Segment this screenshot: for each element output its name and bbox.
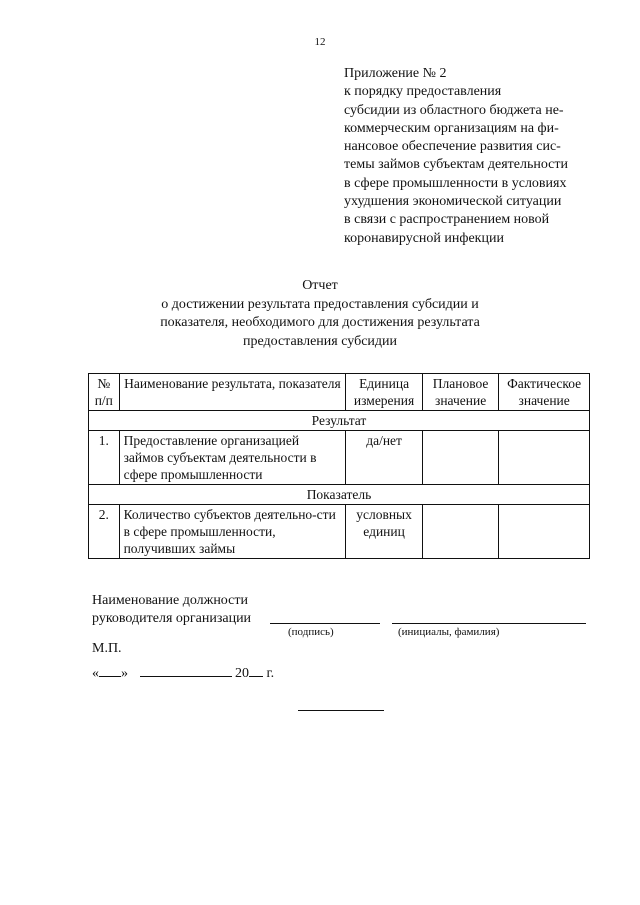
header-plan: Плановое значение [422,374,498,411]
row1-unit: да/нет [346,431,423,485]
report-title-line: предоставления субсидии [242,333,398,349]
header-name: Наименование результата, показателя [119,374,346,411]
row1-num: 1. [89,431,120,485]
row1-fact [499,431,590,485]
row2-plan [422,505,498,559]
table-row [89,431,590,485]
appendix-line: ухудшения экономической ситуации [344,194,562,210]
date-line [92,662,274,682]
row2-fact [499,505,590,559]
section-result-label: Результат [89,411,590,431]
position-label-line2: руководителя организации [92,611,252,626]
appendix-line: субсидии из областного бюджета не- [344,102,564,118]
section-indicator-label: Показатель [89,485,590,505]
appendix-line: коммерческим организациям на фи- [344,120,559,136]
appendix-line: к порядку предоставления [344,84,502,100]
appendix-line: коронавирусной инфекции [344,230,504,246]
table-row [89,505,590,559]
table-header-row [89,374,590,411]
row2-unit: условных единиц [346,505,423,559]
page-number: 12 [314,36,326,48]
appendix-line: нансовое обеспечение развития сис- [344,139,561,155]
appendix-note [344,65,594,248]
report-table [88,373,590,559]
signature-line [270,623,380,624]
report-title-line: показателя, необходимого для достижения результата [160,315,480,330]
section-result-row [89,411,590,431]
month-blank [140,662,232,677]
name-line [392,623,586,624]
row2-num: 2. [89,505,120,559]
appendix-line: темы займов субъектам деятельности [344,157,568,173]
year-suffix: г. [266,666,275,681]
appendix-line: в связи с распространением новой [344,212,550,228]
header-unit: Единица измерения [346,374,423,411]
stamp-label: М.П. [92,641,122,656]
report-title [60,277,580,351]
appendix-line: Приложение № 2 [344,66,447,81]
header-fact: Фактическое значение [499,374,590,411]
report-heading: Отчет [302,278,338,293]
year-prefix: 20 [235,666,249,681]
date-close-quote: » [121,666,128,681]
day-blank [99,662,121,677]
bottom-rule [298,710,384,711]
row1-name: Предоставление организацией займов субъектам деятельности в сфере промышленности [119,431,346,485]
date-open-quote: « [92,666,99,681]
name-caption: (инициалы, фамилия) [398,626,500,638]
report-title-line: о достижении результата предоставления субсидии и [161,296,479,312]
section-indicator-row [89,485,590,505]
position-label-line1: Наименование должности [92,593,248,608]
signature-caption: (подпись) [288,626,334,638]
year-blank [249,662,263,677]
appendix-line: в сфере промышленности в условиях [344,175,567,191]
row1-plan [422,431,498,485]
row2-name: Количество субъектов деятельно-сти в сфере промышленности, получивших займы [119,505,346,559]
header-num: № п/п [89,374,120,411]
